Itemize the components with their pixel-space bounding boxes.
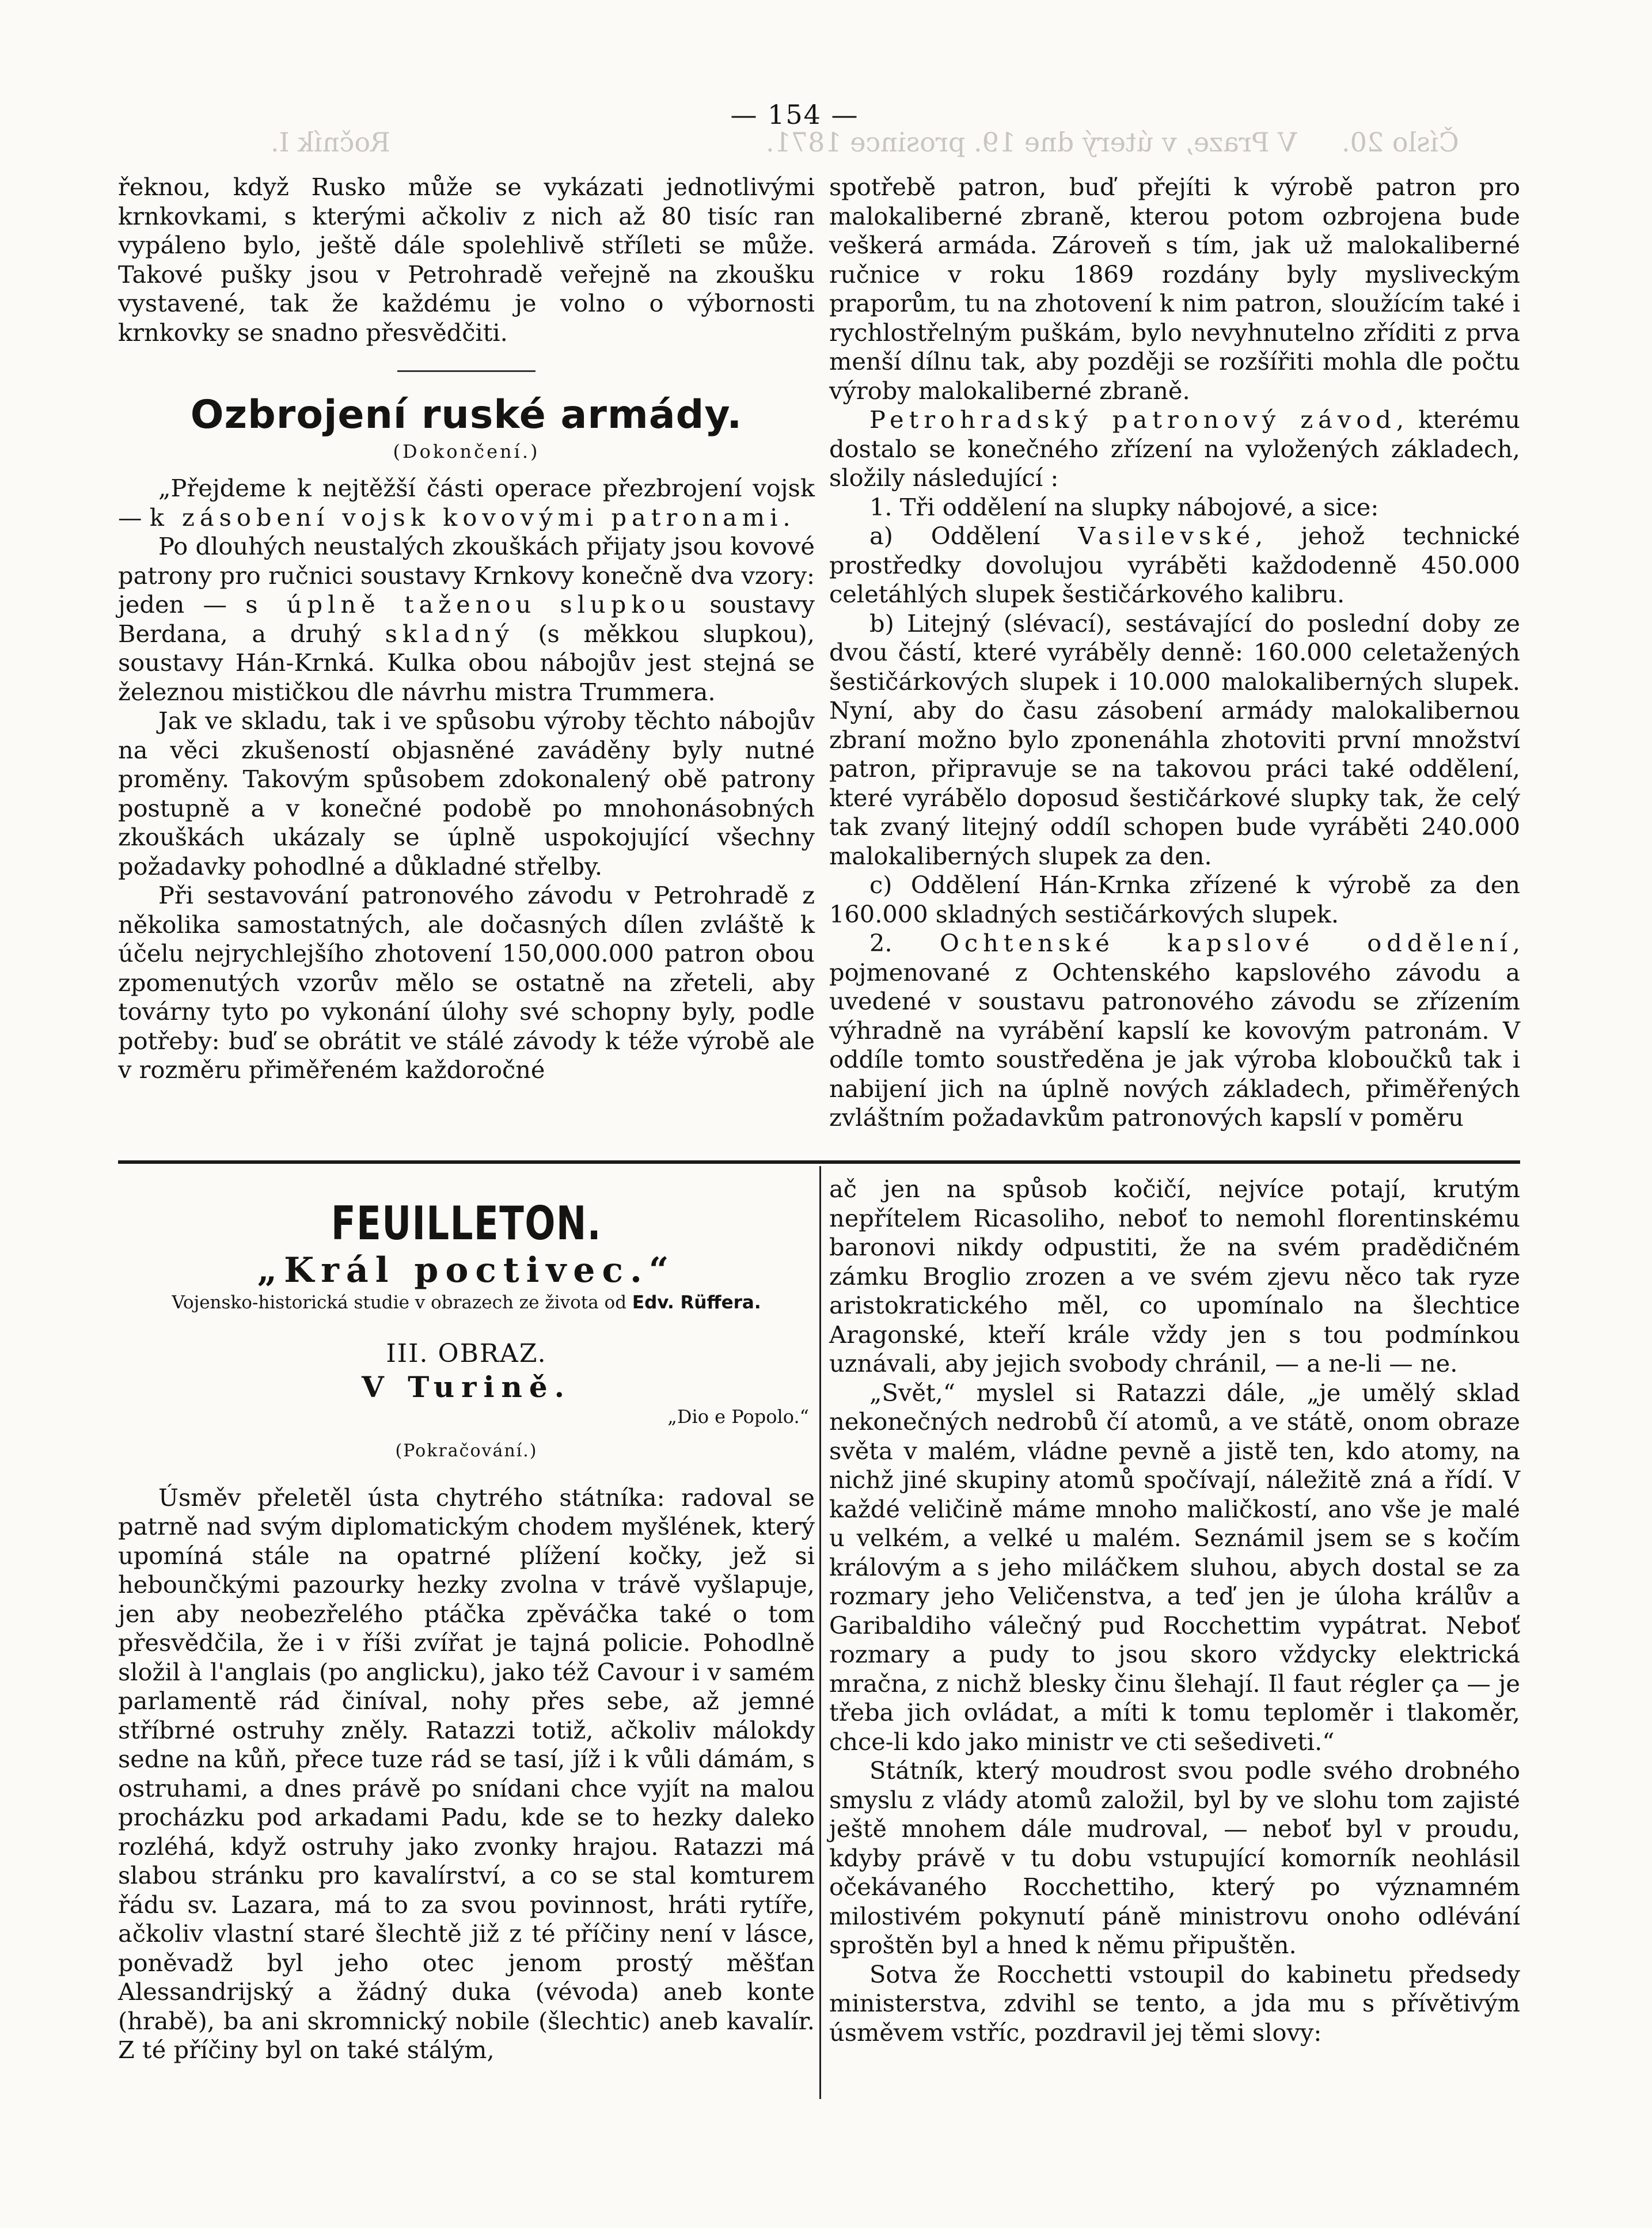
paragraph: Při sestavování patronového závodu v Petrohradě z několika samostatných, ale dočasných dílen zvláště k účelu nejrychlejšího zhotovení 150,000.000 patron obou zpomenutých vzorův mělo se ostatně na zřeteli, aby továrny tyto po vykonání úlohy své schopny byly, podle potřeby: buď se obrátit ve stálé závody k téže výrobě ale v rozměru přiměřeném každoročné (118, 881, 815, 1084)
feuilleton-column-left (118, 1175, 815, 2065)
chapter-place: V Turině. (361, 1370, 572, 1404)
list-item: 2. Ochtenské kapslové oddělení, pojmenované z Ochtenského kapslového závodu a uvedené v soustavu patronového závodu se zřízením výhradně na vyrábění kapslí ke kovovým patronám. V oddíle tomto soustředěna je jak výroba kloboučků tak i nabijení jich na úplně nových základech, přiměřených zvláštním požadavkům patronových kapslí v poměru (829, 929, 1520, 1132)
paragraph: Sotva že Rocchetti vstoupil do kabinetu předsedy ministerstva, zdvihl se tento, a jda mu s přívětivým úsměvem vstříc, pozdravil jej těmi slovy: (829, 1960, 1520, 2047)
paragraph: Jak ve skladu, tak i ve spůsobu výroby těchto nábojův na věci zkušeností objasněné zaváděny byly nutné proměny. Takovým spůsobem zdokonalený obě patrony postupně a v konečné podobě po mnohonásobných zkouškách ukázaly se úplně uspokojující všechny požadavky pohodlné a důkladné střelby. (118, 707, 815, 880)
paragraph: Úsměv přeletěl ústa chytrého státníka: radoval se patrně nad svým diplomatickým chodem myšlének, který upomíná stále na opatrné plížení kočky, jež si hebounčkými pazourky hezky zvolna v trávě vyšlapuje, jen aby neobezřelého ptáčka zpěváčka také o tom přesvědčila, že i v říši zvířat je tajná policie. Pohodlně složil à l'anglais (po anglicku), jako též Cavour i v samém parlamentě rád činíval, nohy přes sebe, až jemné stříbrné ostruhy zněly. Ratazzi totiž, ačkoliv málokdy sedne na kůň, přece tuze rád se tasí, jíž i k vůli dámám, s ostruhami, a dnes právě po snídani chce vyjít na malou procházku pod arkadami Padu, kde se to hezky daleko rozléhá, když ostruhy jako zvonky hrajou. Ratazzi má slabou stránku pro kavalírství, a co se stal komturem řádu sv. Lazara, má to za svou povinnost, hráti rytíře, ačkoliv vlastní staré šlechtě již z té příčiny není v lásce, poněvadž byl jeho otec jenom prostý měšťan Alessandrijský a žádný duka (vévoda) aneb konte (hrabě), ba ani skromnický nobile (šlechtic) aneb kavalír. Z té příčiny byl on také stálým, (118, 1483, 815, 2064)
feuilleton-column-right (829, 1175, 1520, 2047)
feuilleton-divider (118, 1160, 1520, 1164)
story-subtitle: Vojensko-historická studie v obrazech ze života od Edv. Rüffera. (172, 1292, 761, 1313)
paragraph: spotřebě patron, buď přejíti k výrobě patron pro malokaliberné zbraně, kterou potom ozbrojena bude veškerá armáda. Zároveň s tím, jak už malokaliberné ručnice v roku 1869 rozdány byly mysliveckým praporům, tu na zhotovení k nim patron, sloužícím také i rychlostřelným puškám, bylo nevyhnutelno zříditi z prva menší dílnu tak, aby později se rozšířiti mohla dle počtu výroby malokaliberné zbraně. (829, 173, 1520, 405)
bleed-right: Ročník I. (271, 127, 390, 158)
paragraph: „Přejdeme k nejtěžší části operace přezbrojení vojsk — k zásobení vojsk kovovými patronami. (118, 474, 815, 532)
article-column-right (829, 173, 1520, 1133)
section-divider (397, 370, 536, 372)
list-item: b) Litejný (slévací), sestávající do poslední doby ze dvou částí, které vyráběly denně: 160.000 celetažených šestičárkových slupek i 10.000 malokaliberných slupek. Nyní, aby do času zásobení armády malokalibernou zbraní možno bylo zponenáhla zhotoviti první množství patron, připravuje se na takovou práci také oddělení, které vyrábělo doposud šestičárkové slupky tak, že celý tak zvaný litejný oddíl schopen bude vyráběti 240.000 malokaliberných slupek za den. (829, 609, 1520, 870)
bleed-center: V Praze, v úterý dne 19. prosince 1871. (766, 127, 1297, 158)
bleed-left: Číslo 20. (1342, 127, 1459, 158)
list-item: c) Oddělení Hán-Krnka zřízené k výrobě za den 160.000 skladných sestičárkových slupek. (829, 871, 1520, 928)
page-number: — 154 — (730, 99, 859, 130)
article-title: Ozbrojení ruské armády. (190, 392, 743, 438)
story-title: „Král poctivec.“ (257, 1250, 676, 1291)
article-column-left (118, 173, 815, 1085)
list-item: 1. Tři oddělení na slupky nábojové, a sice: (869, 492, 1379, 521)
paragraph: Po dlouhých neustalých zkouškách přijaty jsou kovové patrony pro ručnici soustavy Krnkovy konečně dva vzory: jeden — s úplně taženou slupkou soustavy Berdana, a druhý skladný (s měkkou slupkou), soustavy Hán-Krnká. Kulka obou nábojův jest stejná se železnou mističkou dle návrhu mistra Trummera. (118, 532, 815, 706)
list-item: a) Oddělení Vasilevské, jehož technické prostředky dovolujou vyráběti každodenně 450.000 celetáhlých slupek šestičárkového kalibru. (829, 522, 1520, 608)
article-subtitle: (Dokončení.) (393, 440, 540, 462)
paragraph: „Svět,“ myslel si Ratazzi dále, „je umělý sklad nekonečných nedrobů čí atomů, a ve státě, onom obraze světa v malém, vládne pevně a jistě ten, kdo atomy, na nichž jiné skupiny atomů spočívají, náležitě zná a řídí. V každé veličině máme mnoho maličkostí, ano vše je malé u velkém, a velké u malém. Seznámil jsem se s kočím královým a s jeho miláčkem sluhou, abych dostal se za rozmary jeho Veličenstva, a teď jen je úloha králův a Garibaldiho válečný pud Rocchettim vypátrat. Neboť rozmary a pudy to jsou skoro vždycky elektrická mračna, z nichž blesky činu šlehají. Il faut régler ça — je třeba jich ovládat, a míti k tomu teploměr i tlakoměr, chce-li kdo jako ministr ve cti sešediveti.“ (829, 1378, 1520, 1756)
paragraph: Petrohradský patronový závod, kterému dostalo se konečného zřízení na vyložených základech, složily následující : (829, 405, 1521, 492)
feuilleton-heading: FEUILLETON. (331, 1197, 602, 1250)
column-rule (819, 1166, 821, 2099)
motto: „Dio e Popolo.“ (667, 1405, 809, 1428)
paragraph: Státník, který moudrost svou podle svého drobného smyslu z vlády atomů založil, byl by ve slohu tom zajisté ještě mnohem dále mudroval, — neboť byl v proudu, kdyby právě v tu dobu vstupující komorník neohlásil očekávaného Rocchettiho, který po významném milostivém pokynutí páně ministrovu onoho odlévání sproštěn byl a hned k němu připuštěn. (829, 1756, 1520, 1959)
continued-note: (Pokračování.) (395, 1441, 538, 1461)
paragraph: řeknou, když Rusko může se vykázati jednotlivými krnkovkami, s kterými ačkoliv z nich až 80 tisíc ran vypáleno bylo, ještě dále spolehlivě stříleti se může. Takové pušky jsou v Petrohradě veřejně na zkoušku vystavené, tak že každému je volno o výbornosti krnkovky se snadno přesvědčiti. (118, 173, 815, 347)
paragraph: ač jen na spůsob kočičí, nejvíce potají, krutým nepřítelem Ricasoliho, neboť to nemohl florentinskému baronovi nikdy odpustiti, že na svém pradědičném zámku Broglio zrozen a ve svém zjevu něco tak ryze aristokratického měl, co upomínalo na šlechtice Aragonské, kteří krále vždy jen s tou podmínkou uznávali, aby jejich svobody chránil, — a ne-li — ne. (829, 1175, 1520, 1377)
chapter-heading: III. OBRAZ. (386, 1338, 547, 1368)
